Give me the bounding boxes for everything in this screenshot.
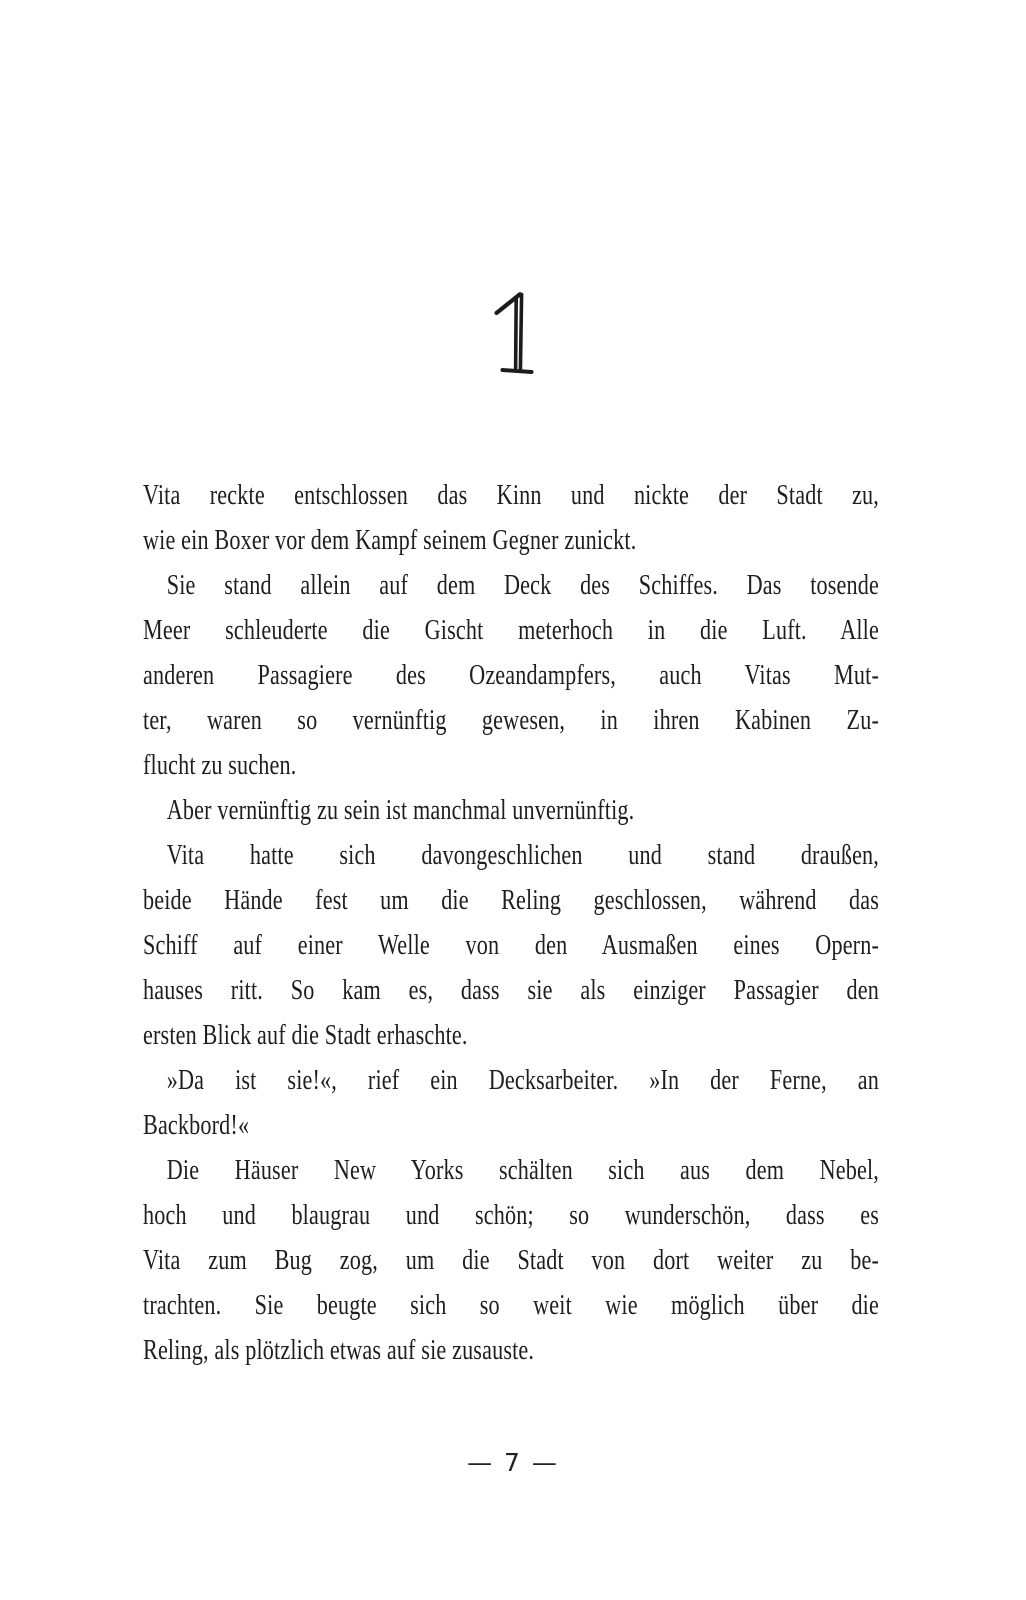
text-line: ter, waren so vernünftig gewesen, in ihren Kabinen Zu- xyxy=(143,705,880,736)
text-line: trachten. Sie beugte sich so weit wie möglich über die xyxy=(143,1290,880,1321)
text-line: hoch und blaugrau und schön; so wunderschön, dass es xyxy=(143,1200,880,1231)
text-line: Die Häuser New Yorks schälten sich aus dem Nebel, xyxy=(166,1155,880,1186)
text-line: Vita hatte sich davongeschlichen und stand draußen, xyxy=(166,840,880,871)
text-line: anderen Passagiere des Ozeandampfers, auch Vitas Mut- xyxy=(143,660,880,691)
chapter-number-glyph xyxy=(493,291,535,376)
text-line: Schiff auf einer Welle von den Ausmaßen eines Opern- xyxy=(143,930,880,961)
text-line: ersten Blick auf die Stadt erhaschte. xyxy=(143,1020,468,1051)
text-line: »Da ist sie!«, rief ein Decksarbeiter. »In der Ferne, an xyxy=(166,1065,880,1096)
text-line: hauses ritt. So kam es, dass sie als einziger Passagier den xyxy=(143,975,880,1006)
chapter-number-text xyxy=(493,376,494,377)
text-line: flucht zu suchen. xyxy=(143,750,297,781)
page-number: — 7 — xyxy=(467,1448,559,1477)
text-line: Aber vernünftig zu sein ist manchmal unvernünftig. xyxy=(166,795,635,826)
text-line: Vita reckte entschlossen das Kinn und nickte der Stadt zu, xyxy=(143,480,880,511)
text-line: wie ein Boxer vor dem Kampf seinem Gegner zunickt. xyxy=(143,525,637,556)
chapter-number xyxy=(493,291,535,376)
text-line: beide Hände fest um die Reling geschlossen, während das xyxy=(143,885,880,916)
text-line: Sie stand allein auf dem Deck des Schiffes. Das tosende xyxy=(166,570,880,601)
text-line: Vita zum Bug zog, um die Stadt von dort weiter zu be- xyxy=(143,1245,880,1276)
body-text xyxy=(143,473,879,1373)
text-line: Reling, als plötzlich etwas auf sie zusauste. xyxy=(143,1335,535,1366)
text-line: Meer schleuderte die Gischt meterhoch in die Luft. Alle xyxy=(143,615,880,646)
text-line: Backbord!« xyxy=(143,1110,250,1141)
